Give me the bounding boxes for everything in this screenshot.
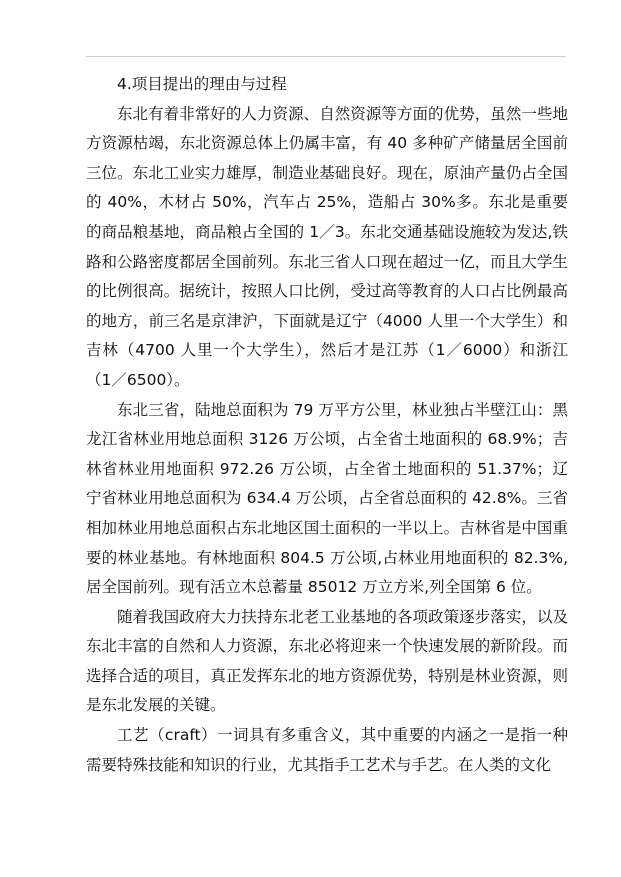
paragraph-craft: 工艺（craft）一词具有多重含义，其中重要的内涵之一是指一种需要特殊技能和知识的行业，尤其指手工艺术与手艺。在人类的文化 [86,726,568,774]
document-body [86,70,568,780]
section-heading: 4.项目提出的理由与过程 [117,75,287,93]
header-rule [86,56,566,57]
paragraph-policy: 随着我国政府大力扶持东北老工业基地的各项政策逐步落实，以及东北丰富的自然和人力资源，东北必将迎来一个快速发展的新阶段。而选择合适的项目，真正发挥东北的地方资源优势，特别是林业资源，则是东北发展的关键。 [86,607,568,715]
paragraph-resources: 东北有着非常好的人力资源、自然资源等方面的优势，虽然一些地方资源枯竭，东北资源总体上仍属丰富，有 40 多种矿产储量居全国前三位。东北工业实力雄厚，制造业基础良好。现在，原油产量仍占全国的 40%，木材占 50%，汽车占 25%，造船占 30%多。东北是重要的商品粮基地，商品粮占全国的 1／3。东北交通基础设施较为发达,铁路和公路密度都居全国前列。东北三省人口现在超过一亿，而且大学生的比例很高。据统计，按照人口比例，受过高等教育的人口占比例最高的地方，前三名是京津沪，下面就是辽宁（4000 人里一个大学生）和吉林（4700 人里一个大学生），然后才是江苏（1／6000）和浙江（1／6500）。 [86,104,568,389]
paragraph-forestry: 东北三省，陆地总面积为 79 万平方公里，林业独占半壁江山：黑龙江省林业用地总面积 3126 万公顷，占全省土地面积的 68.9%；吉林省林业用地面积 972.26 万公顷，占全省土地面积的 51.37%；辽宁省林业用地总面积为 634.4 万公顷，占全省总面积的 42.8%。三省相加林业用地总面积占东北地区国土面积的一半以上。吉林省是中国重要的林业基地。有林地面积 804.5 万公顷,占林业用地面积的 82.3%,居全国前列。现有活立木总蓄量 85012 万立方米,列全国第 6 位。 [86,400,568,597]
